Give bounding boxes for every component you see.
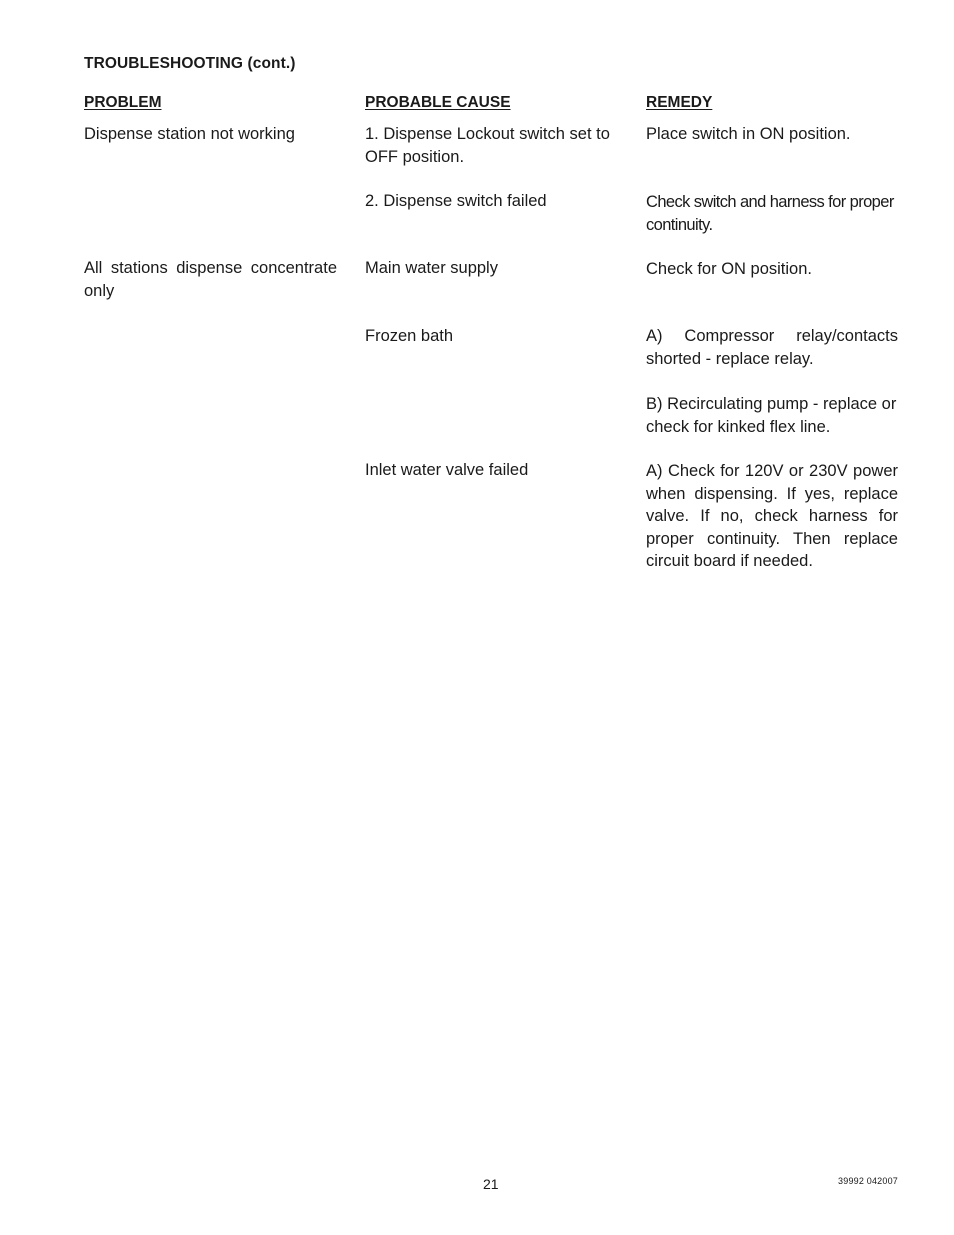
- cause-cell: Inlet water valve failed: [365, 461, 529, 479]
- remedy-cell: A) Compressor relay/contacts shorted - replace relay.: [646, 327, 898, 368]
- page-heading: TROUBLESHOOTING (cont.): [84, 55, 296, 72]
- cause-cell: Main water supply: [365, 259, 498, 277]
- cause-cell: 1. Dispense Lockout switch set to OFF position.: [365, 125, 610, 166]
- problem-cell: All stations dispense concentrate only: [84, 259, 337, 300]
- remedy-cell: B) Recirculating pump - replace or check for kinked flex line.: [646, 395, 897, 436]
- column-header-remedy: REMEDY: [646, 94, 713, 111]
- remedy-cell: Check switch and harness for proper continuity.: [646, 193, 894, 234]
- column-header-probable-cause: PROBABLE CAUSE: [365, 94, 511, 111]
- cause-cell: 2. Dispense switch failed: [365, 192, 547, 210]
- document-code: 39992 042007: [838, 1176, 898, 1186]
- column-header-problem: PROBLEM: [84, 94, 162, 111]
- problem-cell: Dispense station not working: [84, 125, 295, 143]
- remedy-cell: Place switch in ON position.: [646, 125, 851, 143]
- remedy-cell: Check for ON position.: [646, 260, 812, 278]
- page-number: 21: [483, 1176, 499, 1192]
- remedy-cell: A) Check for 120V or 230V power when dispensing. If yes, replace valve. If no, check harness for proper continuity. Then replace circuit board if needed.: [646, 462, 898, 570]
- cause-cell: Frozen bath: [365, 327, 454, 345]
